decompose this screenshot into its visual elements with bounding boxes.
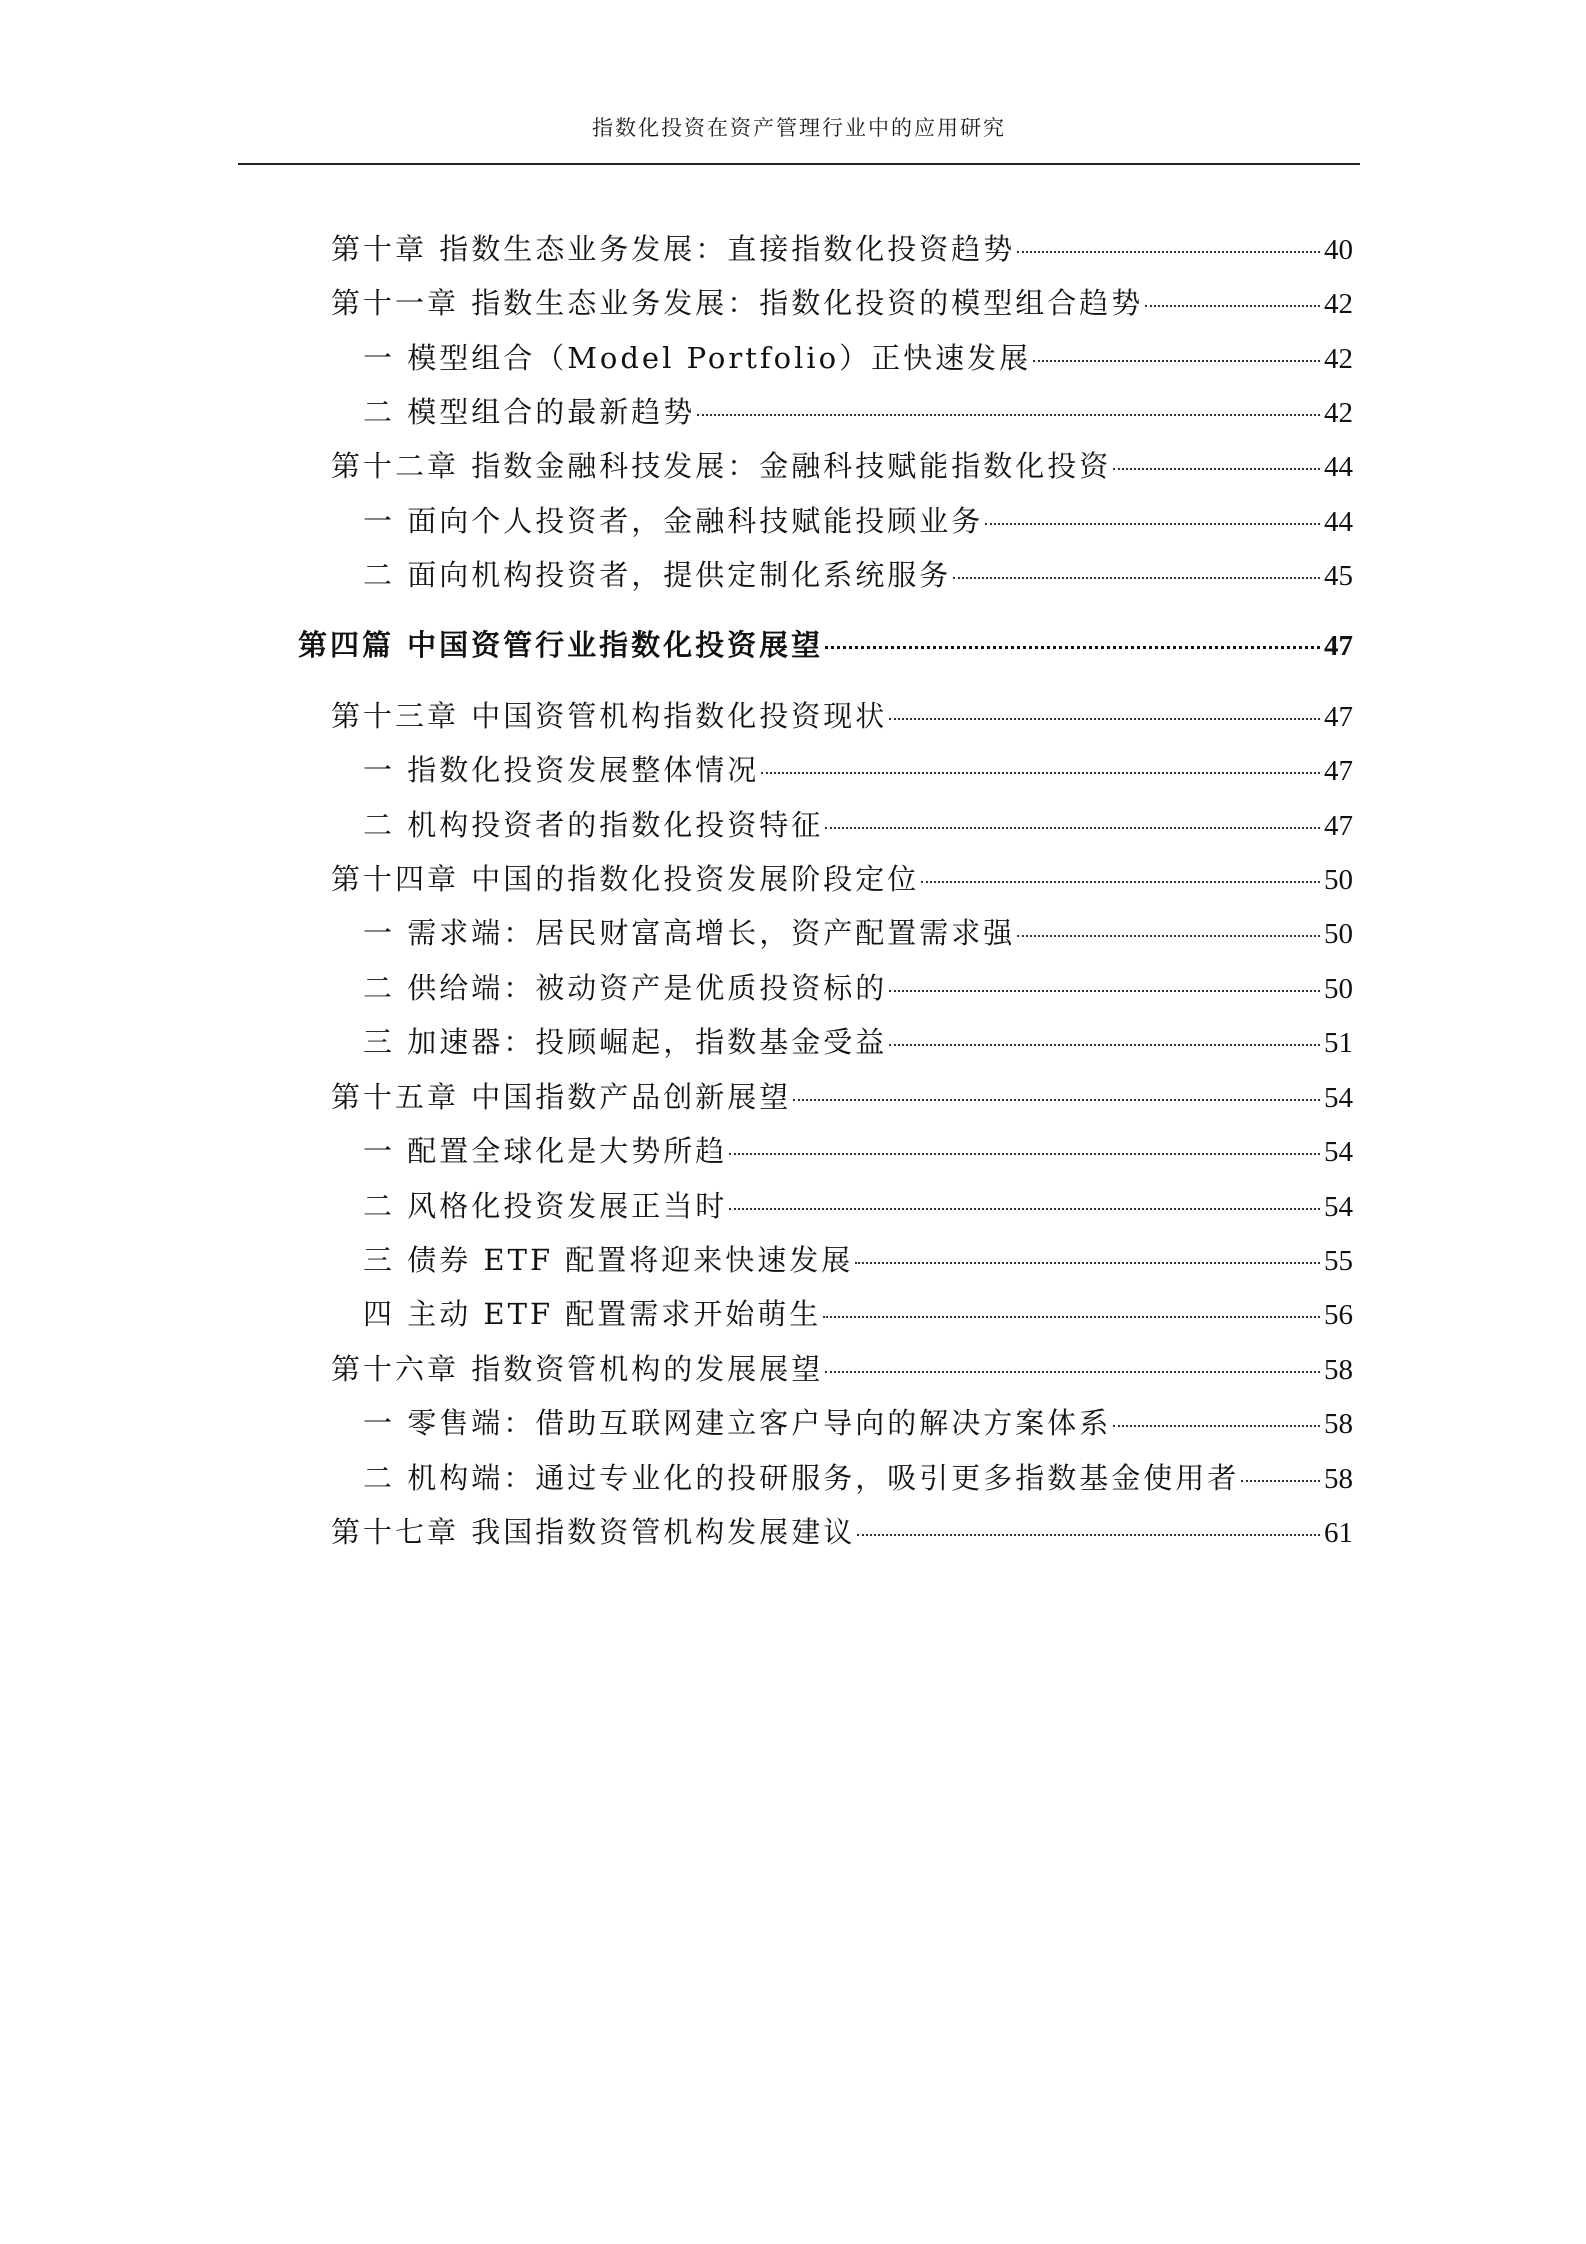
toc-entry-title: 一 需求端：居民财富高增长，资产配置需求强 <box>363 916 1016 950</box>
toc-entry-title: 二 机构投资者的指数化投资特征 <box>363 808 824 842</box>
toc-entry-title: 第十五章 中国指数产品创新展望 <box>331 1080 792 1114</box>
toc-entry-title: 第十四章 中国的指数化投资发展阶段定位 <box>331 862 920 896</box>
toc-entry[interactable] <box>331 859 1353 899</box>
toc-entry[interactable] <box>363 750 1353 790</box>
toc-entry-title: 一 零售端：借助互联网建立客户导向的解决方案体系 <box>363 1406 1112 1440</box>
running-header: 指数化投资在资产管理行业中的应用研究 <box>592 116 1006 140</box>
toc-dot-leader <box>1033 360 1320 362</box>
toc-entry-title: 二 模型组合的最新趋势 <box>363 395 696 429</box>
toc-entry-part[interactable] <box>298 625 1353 665</box>
toc-page-number: 47 <box>1324 701 1353 733</box>
toc-entry-title: 四 主动 ETF 配置需求开始萌生 <box>363 1297 822 1331</box>
toc-entry[interactable] <box>363 1186 1353 1226</box>
toc-entry[interactable] <box>363 1294 1353 1334</box>
toc-page-number: 56 <box>1324 1299 1353 1331</box>
toc-entry[interactable] <box>331 696 1353 736</box>
toc-dot-leader <box>1017 935 1320 937</box>
toc-entry[interactable] <box>363 968 1353 1008</box>
toc-page-number: 44 <box>1324 506 1353 538</box>
toc-dot-leader <box>1241 1480 1320 1482</box>
toc-page-number: 47 <box>1324 755 1353 787</box>
toc-page-number: 51 <box>1324 1027 1353 1059</box>
toc-entry[interactable] <box>363 338 1353 378</box>
toc-dot-leader <box>889 990 1320 992</box>
toc-page-number: 50 <box>1324 973 1353 1005</box>
toc-page-number: 58 <box>1324 1408 1353 1440</box>
toc-dot-leader <box>697 414 1320 416</box>
toc-dot-leader <box>825 1371 1320 1373</box>
toc-entry[interactable] <box>331 1512 1353 1552</box>
toc-entry-title: 二 供给端：被动资产是优质投资标的 <box>363 971 888 1005</box>
toc-dot-leader <box>855 1262 1320 1264</box>
toc-page-number: 47 <box>1324 630 1353 662</box>
toc-entry-title: 三 债券 ETF 配置将迎来快速发展 <box>363 1243 854 1277</box>
toc-dot-leader <box>857 1534 1320 1536</box>
toc-page-number: 47 <box>1324 810 1353 842</box>
toc-page-number: 50 <box>1324 864 1353 896</box>
toc-entry[interactable] <box>331 1077 1353 1117</box>
toc-entry[interactable] <box>363 1458 1353 1498</box>
toc-page-number: 58 <box>1324 1463 1353 1495</box>
toc-dot-leader <box>921 881 1320 883</box>
toc-entry-title: 第四篇 中国资管行业指数化投资展望 <box>298 628 824 662</box>
toc-entry-title: 二 面向机构投资者，提供定制化系统服务 <box>363 558 952 592</box>
toc-entry-title: 第十一章 指数生态业务发展：指数化投资的模型组合趋势 <box>331 286 1144 320</box>
toc-dot-leader <box>1017 251 1320 253</box>
toc-page-number: 58 <box>1324 1354 1353 1386</box>
toc-entry-title: 第十二章 指数金融科技发展：金融科技赋能指数化投资 <box>331 449 1112 483</box>
toc-page-number: 42 <box>1324 288 1353 320</box>
toc-entry-title: 第十六章 指数资管机构的发展展望 <box>331 1352 824 1386</box>
toc-entry-title: 二 机构端：通过专业化的投研服务，吸引更多指数基金使用者 <box>363 1461 1240 1495</box>
toc-entry-title: 三 加速器：投顾崛起，指数基金受益 <box>363 1025 888 1059</box>
toc-entry-title: 二 风格化投资发展正当时 <box>363 1189 728 1223</box>
toc-dot-leader <box>729 1153 1320 1155</box>
toc-page-number: 42 <box>1324 397 1353 429</box>
toc-page-number: 55 <box>1324 1245 1353 1277</box>
toc-dot-leader <box>985 523 1320 525</box>
toc-dot-leader <box>1113 1425 1320 1427</box>
toc-dot-leader <box>793 1099 1320 1101</box>
toc-page-number: 42 <box>1324 343 1353 375</box>
toc-entry[interactable] <box>363 1240 1353 1280</box>
toc-entry-title: 第十七章 我国指数资管机构发展建议 <box>331 1515 856 1549</box>
toc-entry-title: 一 指数化投资发展整体情况 <box>363 753 760 787</box>
toc-entry[interactable] <box>363 501 1353 541</box>
toc-entry[interactable] <box>363 1022 1353 1062</box>
toc-dot-leader <box>889 1044 1320 1046</box>
toc-entry[interactable] <box>331 229 1353 269</box>
toc-entry[interactable] <box>331 283 1353 323</box>
toc-dot-leader <box>761 772 1320 774</box>
toc-entry-title: 第十三章 中国资管机构指数化投资现状 <box>331 699 888 733</box>
toc-entry[interactable] <box>363 805 1353 845</box>
toc-page-number: 54 <box>1324 1136 1353 1168</box>
toc-page-number: 40 <box>1324 234 1353 266</box>
toc-entry[interactable] <box>363 1403 1353 1443</box>
toc-dot-leader <box>889 718 1320 720</box>
toc-page-number: 54 <box>1324 1191 1353 1223</box>
toc-dot-leader <box>1145 305 1320 307</box>
toc-page-number: 45 <box>1324 560 1353 592</box>
toc-entry[interactable] <box>331 1349 1353 1389</box>
toc-entry-title: 一 配置全球化是大势所趋 <box>363 1134 728 1168</box>
toc-entry[interactable] <box>363 392 1353 432</box>
toc-page-number: 44 <box>1324 451 1353 483</box>
toc-entry[interactable] <box>363 913 1353 953</box>
toc-dot-leader <box>1113 468 1320 470</box>
toc-entry[interactable] <box>331 446 1353 486</box>
toc-page-number: 61 <box>1324 1517 1353 1549</box>
toc-entry-title: 第十章 指数生态业务发展：直接指数化投资趋势 <box>331 232 1016 266</box>
toc-dot-leader <box>823 1316 1320 1318</box>
toc-entry[interactable] <box>363 555 1353 595</box>
toc-entry-title: 一 面向个人投资者，金融科技赋能投顾业务 <box>363 504 984 538</box>
toc-page-number: 50 <box>1324 918 1353 950</box>
toc-dot-leader <box>953 577 1320 579</box>
toc-dot-leader <box>825 646 1320 649</box>
toc-dot-leader <box>729 1208 1320 1210</box>
toc-page-number: 54 <box>1324 1082 1353 1114</box>
toc-entry-title: 一 模型组合（Model Portfolio）正快速发展 <box>363 341 1032 375</box>
toc-dot-leader <box>825 827 1320 829</box>
toc-entry[interactable] <box>363 1131 1353 1171</box>
